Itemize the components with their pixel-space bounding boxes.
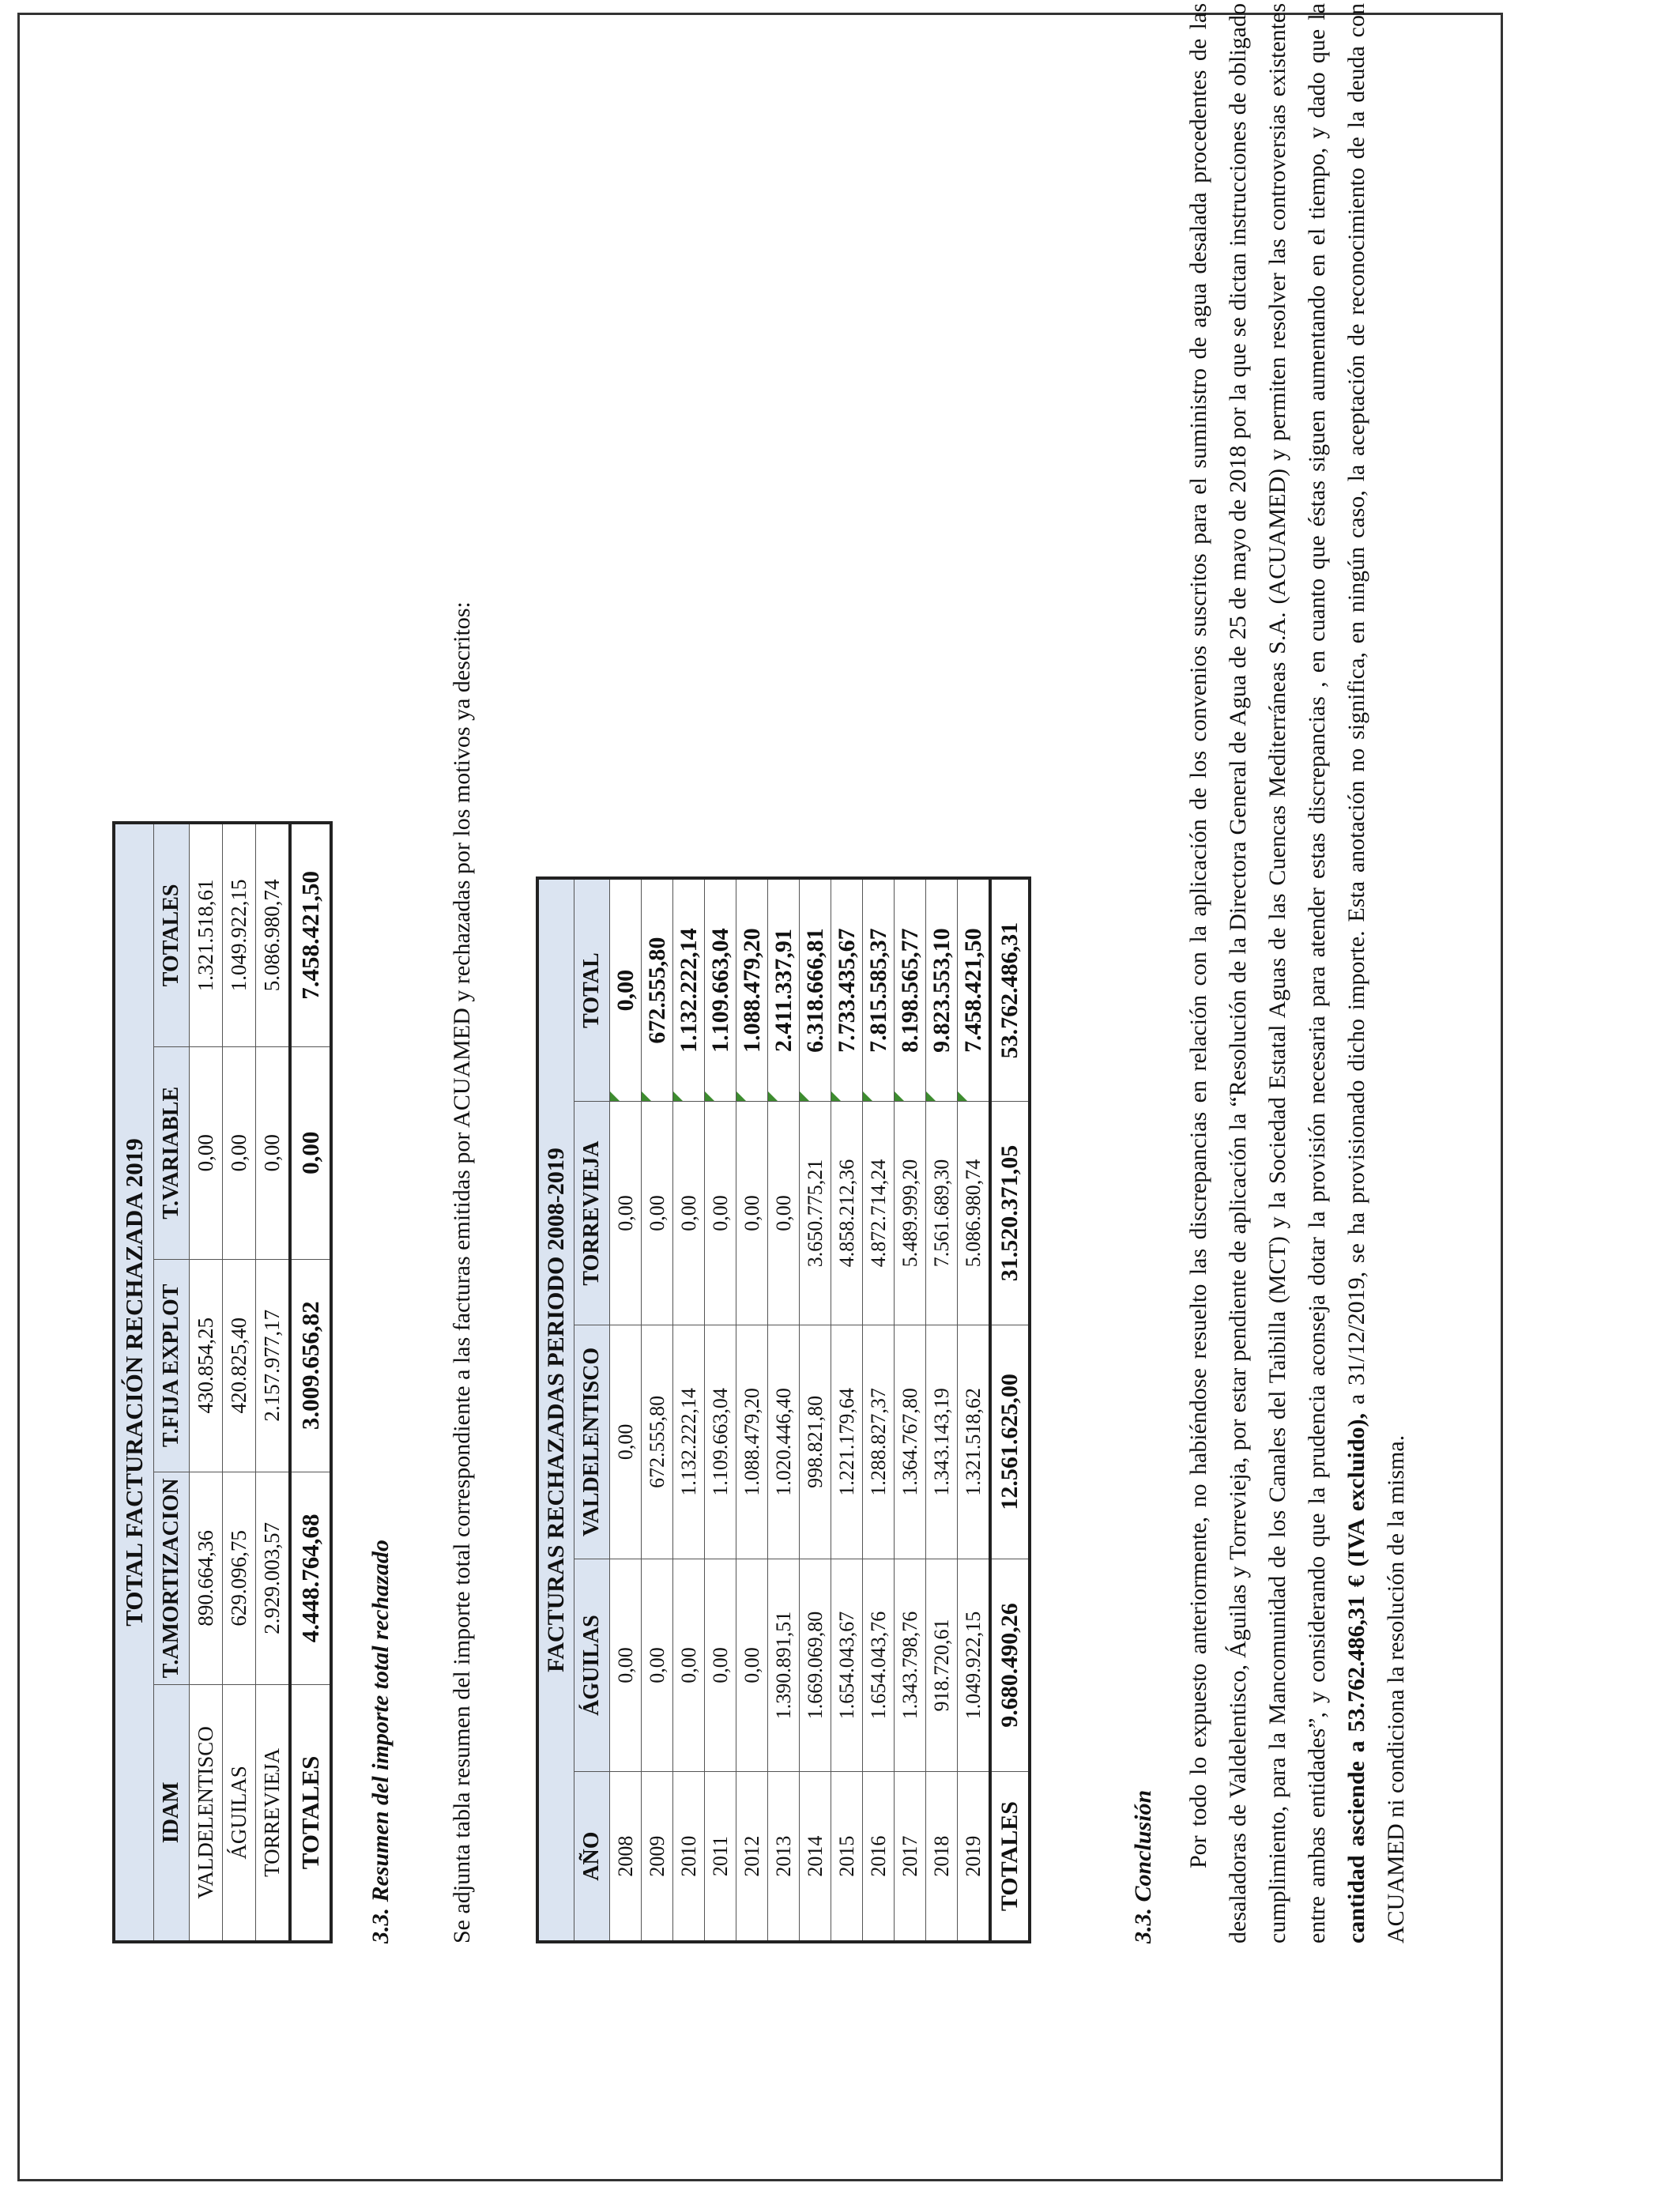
table2-cell: 2018 bbox=[926, 1772, 958, 1942]
table2-cell: 4.872.714,24 bbox=[863, 1102, 895, 1325]
table2-cell: 1.669.069,80 bbox=[800, 1559, 831, 1771]
table-row bbox=[705, 878, 736, 1942]
table1-cell: 890.664,36 bbox=[190, 1472, 223, 1684]
table2-total-cell: 672.555,80 bbox=[642, 878, 673, 1102]
table2-cell: 3.650.775,21 bbox=[800, 1102, 831, 1325]
table2-grand-total-cell: TOTALES bbox=[990, 1772, 1030, 1942]
table1-total-cell: TOTALES bbox=[290, 1684, 331, 1942]
table2-total-cell: 1.132.222,14 bbox=[673, 878, 705, 1102]
table2-cell: 1.020.446,40 bbox=[768, 1325, 800, 1559]
table1-header: T.AMORTIZACION bbox=[154, 1472, 190, 1684]
rotated-page-content bbox=[24, 3, 1470, 2153]
table2-grand-total-cell: 12.561.625,00 bbox=[990, 1325, 1030, 1559]
table-row bbox=[926, 878, 958, 1942]
conclusion-text-part1: Por todo lo expuesto anteriormente, no habiéndose resuelto las discrepancias en relación con la aplicación de los convenios suscritos para el suministro de agua desalada procedentes de las desaladoras de Valdelentisco, Águilas y Torrevieja, por estar pendiente de aplicación la “Resolución de la Directora General de Agua de 25 de mayo de 2018 por la que se dictan instrucciones de obligado cumplimiento, para la Mancomunidad de los Canales del Taibilla (MCT) y la Sociedad Estatal Aguas de las Cuencas Mediterráneas S.A. (ACUAMED) y permiten resolver las controversias existentes entre ambas entidades”, y considerando que la prudencia aconseja dotar la provisión necesaria para atender estas discrepancias , en cuanto que éstas siguen aumentando en el tiempo, y dado que la bbox=[1185, 3, 1330, 1943]
table-row bbox=[768, 878, 800, 1942]
table2-total-cell: 7.815.585,37 bbox=[863, 878, 895, 1102]
table2-cell: 2008 bbox=[610, 1772, 642, 1942]
table2-total-cell: 7.733.435,67 bbox=[831, 878, 863, 1102]
table1-cell: 1.321.518,61 bbox=[190, 823, 223, 1046]
table2-cell: 0,00 bbox=[642, 1559, 673, 1771]
table1-cell: 430.854,25 bbox=[190, 1259, 223, 1472]
conclusion-bold-amount: cantidad asciende a 53.762.486,31 € (IVA excluido), bbox=[1343, 1412, 1369, 1943]
table-row bbox=[610, 878, 642, 1942]
table1-cell: 2.929.003,57 bbox=[256, 1472, 291, 1684]
table2-total-cell: 2.411.337,91 bbox=[768, 878, 800, 1102]
table2-cell: 1.132.222,14 bbox=[673, 1325, 705, 1559]
table-row bbox=[673, 878, 705, 1942]
table1-cell: 420.825,40 bbox=[223, 1259, 256, 1472]
table1-cell: 1.049.922,15 bbox=[223, 823, 256, 1046]
table2-cell: 1.109.663,04 bbox=[705, 1325, 736, 1559]
table2-cell: 0,00 bbox=[705, 1102, 736, 1325]
table2-cell: 4.858.212,36 bbox=[831, 1102, 863, 1325]
table2-cell: 0,00 bbox=[610, 1102, 642, 1325]
table2-cell: 2009 bbox=[642, 1772, 673, 1942]
table2-cell: 1.088.479,20 bbox=[736, 1325, 768, 1559]
table2-cell: 0,00 bbox=[705, 1559, 736, 1771]
table2-cell: 0,00 bbox=[673, 1102, 705, 1325]
table2-total-cell: 6.318.666,81 bbox=[800, 878, 831, 1102]
table1-header: T.FIJA EXPLOT bbox=[154, 1259, 190, 1472]
table1-total-cell: 0,00 bbox=[290, 1046, 331, 1259]
table1-cell: 0,00 bbox=[223, 1046, 256, 1259]
table1-totals-row bbox=[290, 823, 331, 1942]
table2-total-cell: 8.198.565,77 bbox=[895, 878, 926, 1102]
table2-cell: 1.364.767,80 bbox=[895, 1325, 926, 1559]
table2-cell: 7.561.689,30 bbox=[926, 1102, 958, 1325]
table2-cell: 2012 bbox=[736, 1772, 768, 1942]
table2-cell: 2019 bbox=[958, 1772, 991, 1942]
table1-title: TOTAL FACTURACIÓN RECHAZADA 2019 bbox=[114, 823, 154, 1942]
table1-total-cell: 7.458.421,50 bbox=[290, 823, 331, 1046]
table2-cell: 2015 bbox=[831, 1772, 863, 1942]
table1-total-cell: 4.448.764,68 bbox=[290, 1472, 331, 1684]
table2-cell: 5.489.999,20 bbox=[895, 1102, 926, 1325]
table1-header: T.VARIABLE bbox=[154, 1046, 190, 1259]
table2-cell: 1.288.827,37 bbox=[863, 1325, 895, 1559]
conclusion-text-part2: a 31/12/2019, se ha provisionado dicho importe. Esta anotación no significa, en ningún caso, la aceptación de reconocimiento de la deuda con ACUAMED ni condiciona la resolución de la misma. bbox=[1343, 3, 1409, 1943]
table2-cell: 1.654.043,67 bbox=[831, 1559, 863, 1771]
table2-cell: 1.343.798,76 bbox=[895, 1559, 926, 1771]
table2-cell: 1.343.143,19 bbox=[926, 1325, 958, 1559]
table2-cell: 2010 bbox=[673, 1772, 705, 1942]
table2-total-cell: 1.088.479,20 bbox=[736, 878, 768, 1102]
table-row bbox=[223, 823, 256, 1942]
table2-cell: 672.555,80 bbox=[642, 1325, 673, 1559]
table2-cell: 0,00 bbox=[736, 1559, 768, 1771]
table2-total-cell: 1.109.663,04 bbox=[705, 878, 736, 1102]
table2-total-cell: 9.823.553,10 bbox=[926, 878, 958, 1102]
section-summary-title: 3.3. Resumen del importe total rechazado bbox=[367, 1540, 394, 1943]
table1-total-cell: 3.009.656,82 bbox=[290, 1259, 331, 1472]
table1-cell: 2.157.977,17 bbox=[256, 1259, 291, 1472]
table2-cell: 2014 bbox=[800, 1772, 831, 1942]
table2-cell: 1.654.043,76 bbox=[863, 1559, 895, 1771]
table1-cell: 0,00 bbox=[256, 1046, 291, 1259]
table2-header: ÁGUILAS bbox=[574, 1559, 610, 1771]
section-conclusion-title: 3.3. Conclusión bbox=[1130, 1789, 1156, 1943]
table-row bbox=[642, 878, 673, 1942]
table1-cell: 0,00 bbox=[190, 1046, 223, 1259]
table2-title: FACTURAS RECHAZADAS PERIODO 2008-2019 bbox=[537, 878, 574, 1942]
table1-cell: 629.096,75 bbox=[223, 1472, 256, 1684]
table2-cell: 918.720,61 bbox=[926, 1559, 958, 1771]
table2-cell: 0,00 bbox=[610, 1559, 642, 1771]
table-row bbox=[736, 878, 768, 1942]
table2-cell: 998.821,80 bbox=[800, 1325, 831, 1559]
table-row bbox=[831, 878, 863, 1942]
rejected-invoices-2008-2019-table bbox=[536, 876, 1031, 1943]
table2-total-cell: 7.458.421,50 bbox=[958, 878, 991, 1102]
table2-cell: 0,00 bbox=[768, 1102, 800, 1325]
table2-grand-total-cell: 53.762.486,31 bbox=[990, 878, 1030, 1102]
table1-cell: TORREVIEJA bbox=[256, 1684, 291, 1942]
table2-cell: 1.049.922,15 bbox=[958, 1559, 991, 1771]
table2-cell: 0,00 bbox=[673, 1559, 705, 1771]
table1-cell: VALDELENTISCO bbox=[190, 1684, 223, 1942]
table1-header: IDAM bbox=[154, 1684, 190, 1942]
table2-cell: 1.390.891,51 bbox=[768, 1559, 800, 1771]
table2-cell: 1.321.518,62 bbox=[958, 1325, 991, 1559]
table-row bbox=[190, 823, 223, 1942]
table2-header: VALDELENTISCO bbox=[574, 1325, 610, 1559]
intro-paragraph: Se adjunta tabla resumen del importe total correspondiente a las facturas emitidas por ACUAMED y rechazadas por los motivos ya descritos: bbox=[449, 601, 475, 1943]
table2-cell: 2011 bbox=[705, 1772, 736, 1942]
table2-cell: 2017 bbox=[895, 1772, 926, 1942]
table-row bbox=[863, 878, 895, 1942]
table2-cell: 0,00 bbox=[642, 1102, 673, 1325]
table1-header: TOTALES bbox=[154, 823, 190, 1046]
table2-grand-total-cell: 31.520.371,05 bbox=[990, 1102, 1030, 1325]
conclusion-paragraph bbox=[1179, 3, 1416, 1943]
table-row bbox=[958, 878, 991, 1942]
rejected-billing-2019-table bbox=[112, 821, 333, 1943]
table2-grand-total-cell: 9.680.490,26 bbox=[990, 1559, 1030, 1771]
table2-cell: 5.086.980,74 bbox=[958, 1102, 991, 1325]
table2-header: AÑO bbox=[574, 1772, 610, 1942]
table2-cell: 0,00 bbox=[610, 1325, 642, 1559]
table2-cell: 0,00 bbox=[736, 1102, 768, 1325]
table2-cell: 2013 bbox=[768, 1772, 800, 1942]
table2-cell: 1.221.179,64 bbox=[831, 1325, 863, 1559]
table2-header: TORREVIEJA bbox=[574, 1102, 610, 1325]
table1-cell: 5.086.980,74 bbox=[256, 823, 291, 1046]
table-row bbox=[256, 823, 291, 1942]
table2-totals-row bbox=[990, 878, 1030, 1942]
table1-cell: ÁGUILAS bbox=[223, 1684, 256, 1942]
table-row bbox=[800, 878, 831, 1942]
table2-header: TOTAL bbox=[574, 878, 610, 1102]
table2-cell: 2016 bbox=[863, 1772, 895, 1942]
table-row bbox=[895, 878, 926, 1942]
table2-total-cell: 0,00 bbox=[610, 878, 642, 1102]
